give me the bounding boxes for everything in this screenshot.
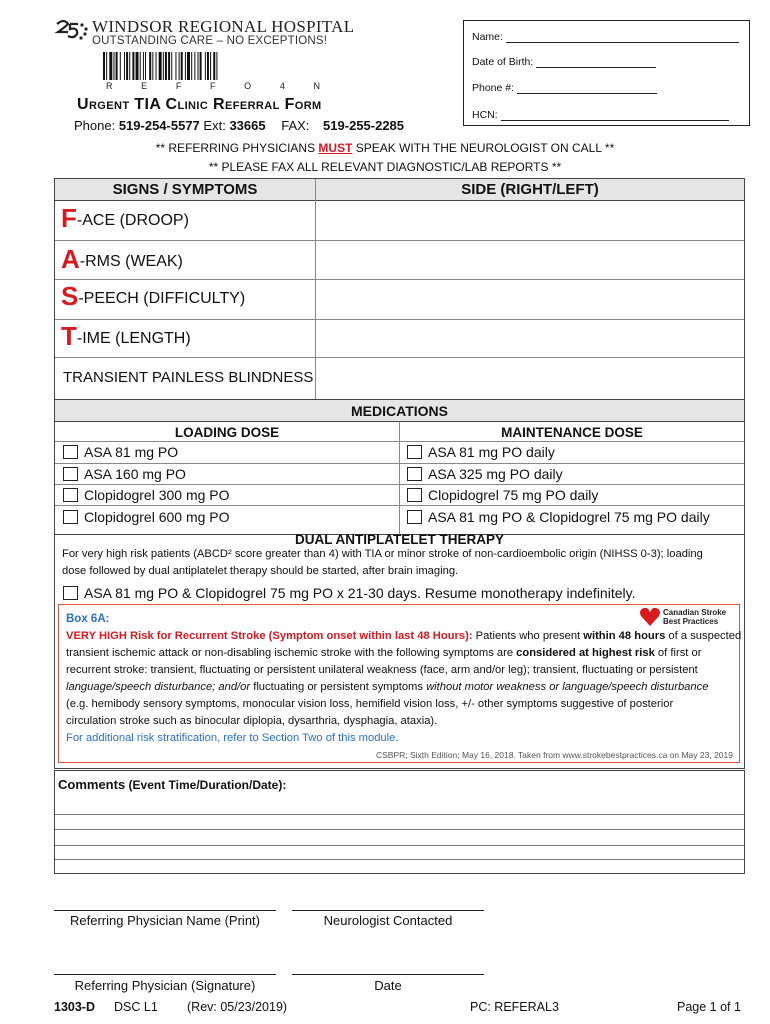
physician-name-label: Referring Physician Name (Print)	[69, 913, 260, 928]
box-line: recurrent stroke: transient, fluctuating or persistent unilateral weakness (face, arm and/or leg); transient, fluctuating or persistent	[66, 664, 698, 676]
barcode-bar	[175, 52, 176, 80]
barcode-bar	[168, 52, 170, 80]
hcn-label: HCN:	[472, 109, 498, 121]
physician-name-line[interactable]	[54, 910, 276, 911]
box-6a	[58, 604, 740, 763]
barcode-bar	[124, 52, 125, 80]
box-line-link: For additional risk stratification, refer to Section Two of this module.	[66, 732, 399, 744]
fast-letter: S	[61, 281, 79, 311]
side-blindness-field[interactable]	[316, 358, 745, 398]
name-label: Name:	[472, 31, 503, 43]
barcode-bar	[116, 52, 118, 80]
side-time-field[interactable]	[316, 320, 745, 356]
barcode-bar	[140, 52, 141, 80]
physician-signature-line[interactable]	[54, 974, 276, 975]
neurologist-label: Neurologist Contacted	[323, 913, 453, 928]
barcode-bar	[149, 52, 151, 80]
ext-label: Ext:	[203, 118, 226, 133]
notice-text: ** REFERRING PHYSICIANS	[155, 141, 319, 155]
barcode-char: R	[106, 81, 113, 91]
barcode-char: E	[141, 81, 148, 91]
barcode-bar	[129, 52, 130, 80]
barcode-bar	[120, 52, 121, 80]
phone-number: 519-254-5577	[118, 118, 200, 133]
comments-label	[58, 777, 286, 792]
barcode-bar	[194, 52, 195, 80]
barcode-bar	[171, 52, 172, 80]
checkbox[interactable]	[407, 445, 422, 459]
csbp-logo-text	[663, 608, 726, 626]
row-divider	[55, 441, 744, 442]
barcode-bar	[179, 52, 180, 80]
fast-letter: A	[61, 244, 80, 274]
barcode-bar	[185, 52, 186, 80]
fast-letter: T	[61, 321, 77, 351]
barcode-bar	[103, 52, 105, 80]
ext-number: 33665	[229, 118, 266, 133]
loading-option[interactable]	[63, 509, 230, 525]
option-label: Clopidogrel 75 mg PO daily	[428, 487, 599, 503]
form-title: Urgent TIA Clinic Referral Form	[77, 96, 322, 113]
maintenance-option[interactable]	[407, 444, 555, 460]
fax-label: FAX:	[281, 118, 310, 133]
text: of first or	[654, 647, 702, 659]
barcode-bar	[213, 52, 215, 80]
side-header: SIDE (RIGHT/LEFT)	[461, 181, 599, 198]
logo-line: Best Practices	[663, 617, 719, 626]
form-revision: (Rev: 05/23/2019)	[187, 1000, 288, 1014]
checkbox[interactable]	[407, 488, 422, 502]
side-arms-field[interactable]	[316, 241, 745, 278]
dapt-description: dose followed by dual antiplatelet therapy should be started, after brain imaging.	[62, 565, 459, 577]
box-line	[66, 679, 708, 696]
fast-row-time	[61, 321, 191, 352]
dob-label: Date of Birth:	[472, 56, 534, 68]
fast-row-speech	[61, 281, 245, 312]
barcode-bar	[159, 52, 162, 80]
fast-label: -RMS (WEAK)	[79, 253, 183, 270]
dapt-description: For very high risk patients (ABCD² score greater than 4) with TIA or minor stroke of non-cardioembolic origin (NIHSS 0-3); loading	[62, 548, 703, 560]
barcode-bar	[114, 52, 115, 80]
notice-text: SPEAK WITH THE NEUROLOGIST ON CALL **	[352, 141, 615, 155]
text-italic: without motor weakness or language/speech disturbance	[426, 681, 709, 693]
row-divider	[55, 484, 744, 485]
comments-section[interactable]	[54, 770, 745, 874]
comments-label-bold: Comments	[58, 777, 126, 792]
barcode-bar	[106, 52, 107, 80]
page-number: Page 1 of 1	[677, 1000, 741, 1014]
fast-label: -ACE (DROOP)	[76, 212, 189, 229]
barcode-char: O	[244, 81, 252, 91]
form-dsc: DSC L1	[114, 1000, 158, 1014]
text: of a suspected	[665, 630, 742, 642]
name-row	[472, 31, 739, 43]
barcode-text	[106, 81, 320, 91]
box-line: (e.g. hemibody sensory symptoms, monocular vision loss, hemifield vision loss, +/- other symptoms suggestive of posterior	[66, 698, 674, 710]
box-title: Box 6A:	[66, 613, 110, 625]
maintenance-dose-header: MAINTENANCE DOSE	[501, 425, 643, 440]
barcode-bar	[145, 52, 146, 80]
medications-header: MEDICATIONS	[351, 403, 448, 419]
barcode-bar	[205, 52, 206, 80]
checkbox[interactable]	[63, 586, 78, 600]
barcode-bar	[181, 52, 183, 80]
table-header	[55, 179, 744, 201]
notice-must-speak	[0, 141, 770, 155]
text-bold: within 48 hours	[583, 630, 666, 642]
comment-line	[55, 859, 744, 860]
barcode-char: N	[313, 81, 320, 91]
loading-option[interactable]	[63, 487, 230, 503]
option-label: ASA 81 mg PO	[84, 444, 179, 460]
row-divider	[55, 463, 744, 464]
barcode-bar	[216, 52, 217, 80]
barcode-bar	[207, 52, 209, 80]
fast-letter: F	[61, 203, 77, 233]
box-line	[66, 645, 701, 662]
option-label: ASA 160 mg PO	[84, 466, 186, 482]
barcode-char: 4	[279, 81, 285, 91]
loading-dose-header: LOADING DOSE	[174, 425, 280, 440]
heart-logo-icon	[639, 607, 661, 627]
logo-line: Canadian Stroke	[663, 608, 727, 617]
row-divider	[55, 505, 744, 506]
barcode-bar	[200, 52, 202, 80]
box-line: circulation stroke such as binocular diplopia, dysarthria, dysphagia, ataxia).	[66, 715, 438, 727]
signs-header: SIGNS / SYMPTOMS	[112, 181, 258, 198]
barcode-char: F	[209, 81, 216, 91]
fast-label: -IME (LENGTH)	[76, 330, 191, 347]
hospital-logo-icon	[54, 18, 90, 46]
barcode-char: F	[175, 81, 182, 91]
blindness-label: TRANSIENT PAINLESS BLINDNESS	[63, 369, 314, 386]
loading-option[interactable]	[63, 466, 186, 482]
dob-row	[472, 56, 656, 68]
form-pc: PC: REFERAL3	[470, 1000, 559, 1014]
medications-header-bar	[55, 399, 744, 422]
hcn-row	[472, 109, 729, 121]
side-face-field[interactable]	[316, 202, 745, 239]
dapt-header: DUAL ANTIPLATELET THERAPY	[295, 532, 504, 547]
name-field[interactable]	[506, 31, 739, 43]
phone-row	[472, 82, 657, 94]
option-label: Clopidogrel 300 mg PO	[84, 487, 230, 503]
option-label: Clopidogrel 600 mg PO	[84, 509, 230, 525]
risk-heading: VERY HIGH Risk for Recurrent Stroke (Symptom onset within last 48 Hours):	[66, 630, 473, 642]
signs-symptoms-table	[54, 178, 745, 535]
checkbox[interactable]	[407, 510, 422, 524]
checkbox[interactable]	[63, 445, 78, 459]
barcode-bar	[109, 52, 112, 80]
text: transient ischemic attack or non-disabling ischemic stroke with the following symptoms are	[66, 647, 517, 659]
barcode-icon	[103, 52, 321, 80]
checkbox[interactable]	[63, 467, 78, 481]
comment-line	[55, 845, 744, 846]
barcode-bar	[163, 52, 164, 80]
comment-line	[55, 829, 744, 830]
option-label: ASA 81 mg PO & Clopidogrel 75 mg PO daily	[428, 509, 710, 525]
checkbox[interactable]	[407, 467, 422, 481]
patient-phone-label: Phone #:	[472, 82, 515, 94]
barcode-bar	[156, 52, 157, 80]
option-label: ASA 325 mg PO daily	[428, 466, 563, 482]
comment-line	[55, 814, 744, 815]
fax-number: 519-255-2285	[323, 118, 405, 133]
hospital-tagline: OUTSTANDING CARE – NO EXCEPTIONS!	[92, 35, 328, 47]
box-line	[66, 628, 741, 645]
barcode-bar	[191, 52, 192, 80]
date-label: Date	[374, 978, 402, 993]
contact-line	[74, 118, 404, 133]
neurologist-line[interactable]	[292, 910, 484, 911]
barcode-bar	[187, 52, 190, 80]
text: Patients who present	[472, 630, 584, 642]
barcode-bar	[136, 52, 139, 80]
notice-must: MUST	[318, 141, 353, 155]
physician-signature-label: Referring Physician (Signature)	[74, 978, 256, 993]
source-citation: CSBPR; Sixth Edition; May 16, 2018. Taken from www.strokebestpractices.ca on May 23, 2019	[375, 750, 733, 760]
checkbox[interactable]	[63, 510, 78, 524]
barcode-bar	[143, 52, 144, 80]
patient-info-box	[463, 20, 750, 126]
maintenance-option[interactable]	[407, 509, 710, 525]
maintenance-option[interactable]	[407, 487, 598, 503]
notice-fax-reports: ** PLEASE FAX ALL RELEVANT DIAGNOSTIC/LAB REPORTS **	[208, 160, 562, 174]
form-code: 1303-D	[54, 1000, 95, 1014]
barcode-bar	[126, 52, 128, 80]
barcode-bar	[210, 52, 211, 80]
loading-option[interactable]	[63, 444, 178, 460]
hospital-name: WINDSOR REGIONAL HOSPITAL	[92, 17, 355, 36]
text-bold: considered at highest risk	[516, 647, 655, 659]
barcode-bar	[152, 52, 153, 80]
date-line[interactable]	[292, 974, 484, 975]
barcode-bar	[198, 52, 199, 80]
barcode-bar	[132, 52, 134, 80]
barcode-bar	[165, 52, 167, 80]
fast-row-arms	[61, 244, 183, 275]
option-label: ASA 81 mg PO & Clopidogrel 75 mg PO x 21-30 days. Resume monotherapy indefinitely.	[84, 585, 636, 601]
hcn-field[interactable]	[501, 109, 729, 121]
phone-label: Phone:	[74, 118, 116, 133]
checkbox[interactable]	[63, 488, 78, 502]
option-label: ASA 81 mg PO daily	[428, 444, 555, 460]
text-italic: language/speech disturbance; and/or	[66, 681, 251, 693]
patient-phone-field[interactable]	[517, 82, 657, 94]
fast-row-face	[61, 203, 189, 234]
maintenance-option[interactable]	[407, 466, 563, 482]
side-speech-field[interactable]	[316, 280, 745, 318]
dob-field[interactable]	[536, 56, 656, 68]
text: fluctuating or persistent symptoms	[250, 681, 427, 693]
comments-label-rest: (Event Time/Duration/Date):	[125, 778, 287, 792]
dapt-option[interactable]	[63, 585, 635, 601]
fast-label: -PEECH (DIFFICULTY)	[78, 290, 246, 307]
